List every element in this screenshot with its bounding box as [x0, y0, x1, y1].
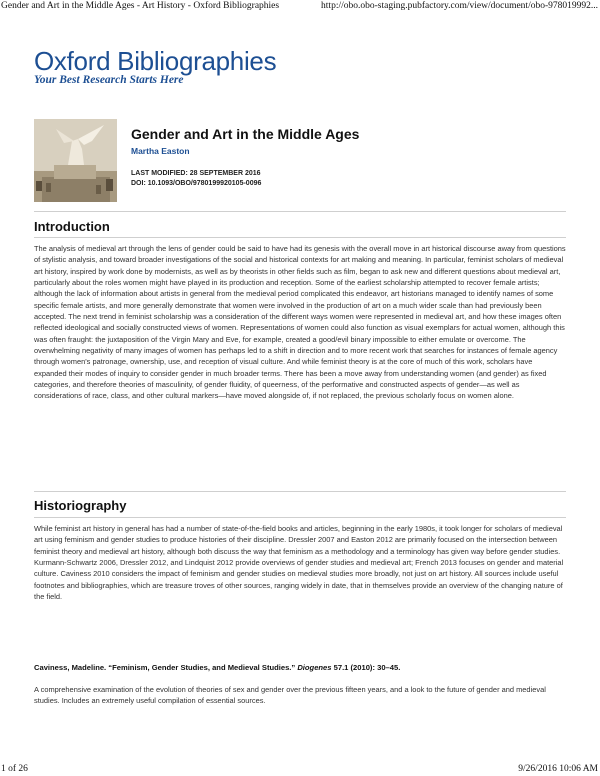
section-divider [34, 237, 566, 238]
citation-entry [34, 663, 566, 672]
last-modified: LAST MODIFIED: 28 SEPTEMBER 2016 [131, 170, 261, 177]
logo-tagline: Your Best Research Starts Here [34, 74, 184, 86]
citation-volume: 57.1 (2010): 30–45. [331, 663, 401, 672]
section-divider [34, 211, 566, 212]
winged-victory-statue-image [34, 119, 117, 202]
section-divider [34, 491, 566, 492]
citation-journal: Diogenes [297, 663, 332, 672]
section-divider [34, 517, 566, 518]
article-title: Gender and Art in the Middle Ages [131, 126, 360, 142]
doi: DOI: 10.1093/OBO/9780199920105-0096 [131, 180, 262, 187]
historiography-paragraph: While feminist art history in general has had a number of state-of-the-field books and articles, beginning in the early 1980s, it took longer for scholars of medieval art using feminism and gender studies to produce histories of their discipline. Dressler 2007 and Easton 2012 are primarily focused on the intersection between feminist theory and medieval art history, although both discuss the way that feminism as a methodology and a terminology has given way before gender studies. Kurmann-Schwartz 2006, Dressler 2012, and Lindquist 2012 provide overviews of gender studies and medieval art; French 2013 focuses on gender and material culture. Caviness 2010 considers the impact of feminism and gender studies on medieval studies more broadly, not just on art history. All sources include useful footnotes and bibliographies, which are treasure troves of other sources, ranging widely in date, that in themselves provide an overview of the changing nature of the field. [34, 524, 564, 602]
article-header [131, 126, 551, 189]
historiography-heading: Historiography [34, 498, 127, 513]
introduction-paragraph: The analysis of medieval art through the lens of gender could be said to have had its genesis with the overall move in art historical discourse away from questions of stylistic analysis, and toward broader investigations of the social and historical contexts for art making and meaning. In particular, feminist scholars of medieval art history, inspired by work done by modernists, as well as by theorists in other fields such as film, began to ask new and different questions about medieval art, particularly about the roles women might have played in its production and reception. Some of the earliest scholarship attempted to recover female artists; although the lack of information about artists in general from the medieval period complicated this endeavor, art historians managed to identify names of some specific female artists, and more generally demonstrate that women were involved in the production of art on a much wider scale than had previously been accepted. The next trend in feminist scholarship was a consideration of the different ways women were represented in medieval art, and how these images often reflected ideological and socially constructed views of women. Representations of women could also function as visual exemplars for actual women, although this was often fraught: the juxtaposition of the Virgin Mary and Eve, for example, created a good/evil binary impossible to either emulate or overcome. The overwhelming negativity of many images of women has perhaps led to a shift in direction and to more recent work that searches for instances of female agency through women's patronage, ownership, use, and reception of visual culture. And while feminist theory is at the core of much of this work, scholars have expanded their modes of inquiry to consider gender in much broader terms. There has been a move away from understanding women (and gender) as fixed categories, and therefore theories of masculinity, of gender fluidity, of queerness, of the performative and constructed aspects of gender—as well as considerations of race, class, and other cultural markers—have moved alongside of, if not replaced, the previous scholarly focus on women alone. [34, 244, 566, 401]
logo-title: Oxford Bibliographies [34, 46, 277, 76]
introduction-heading: Introduction [34, 219, 110, 234]
page-count: 1 of 26 [1, 764, 28, 774]
article-author-link[interactable]: Martha Easton [131, 146, 190, 156]
print-header-url[interactable]: http://obo.obo-staging.pubfactory.com/view/document/obo-978019992... [321, 1, 598, 11]
oxford-bibliographies-logo[interactable] [34, 47, 294, 86]
print-header-title: Gender and Art in the Middle Ages - Art History - Oxford Bibliographies [1, 1, 280, 11]
print-timestamp: 9/26/2016 10:06 AM [518, 764, 598, 774]
citation-annotation: A comprehensive examination of the evolution of theories of sex and gender over the previous fifteen years, and a look to the future of gender and medieval studies. Includes an extremely useful compilation of essential sources. [34, 685, 546, 706]
print-header [0, 0, 600, 14]
print-footer [0, 762, 600, 776]
citation-text: Caviness, Madeline. “Feminism, Gender Studies, and Medieval Studies.” [34, 663, 298, 672]
